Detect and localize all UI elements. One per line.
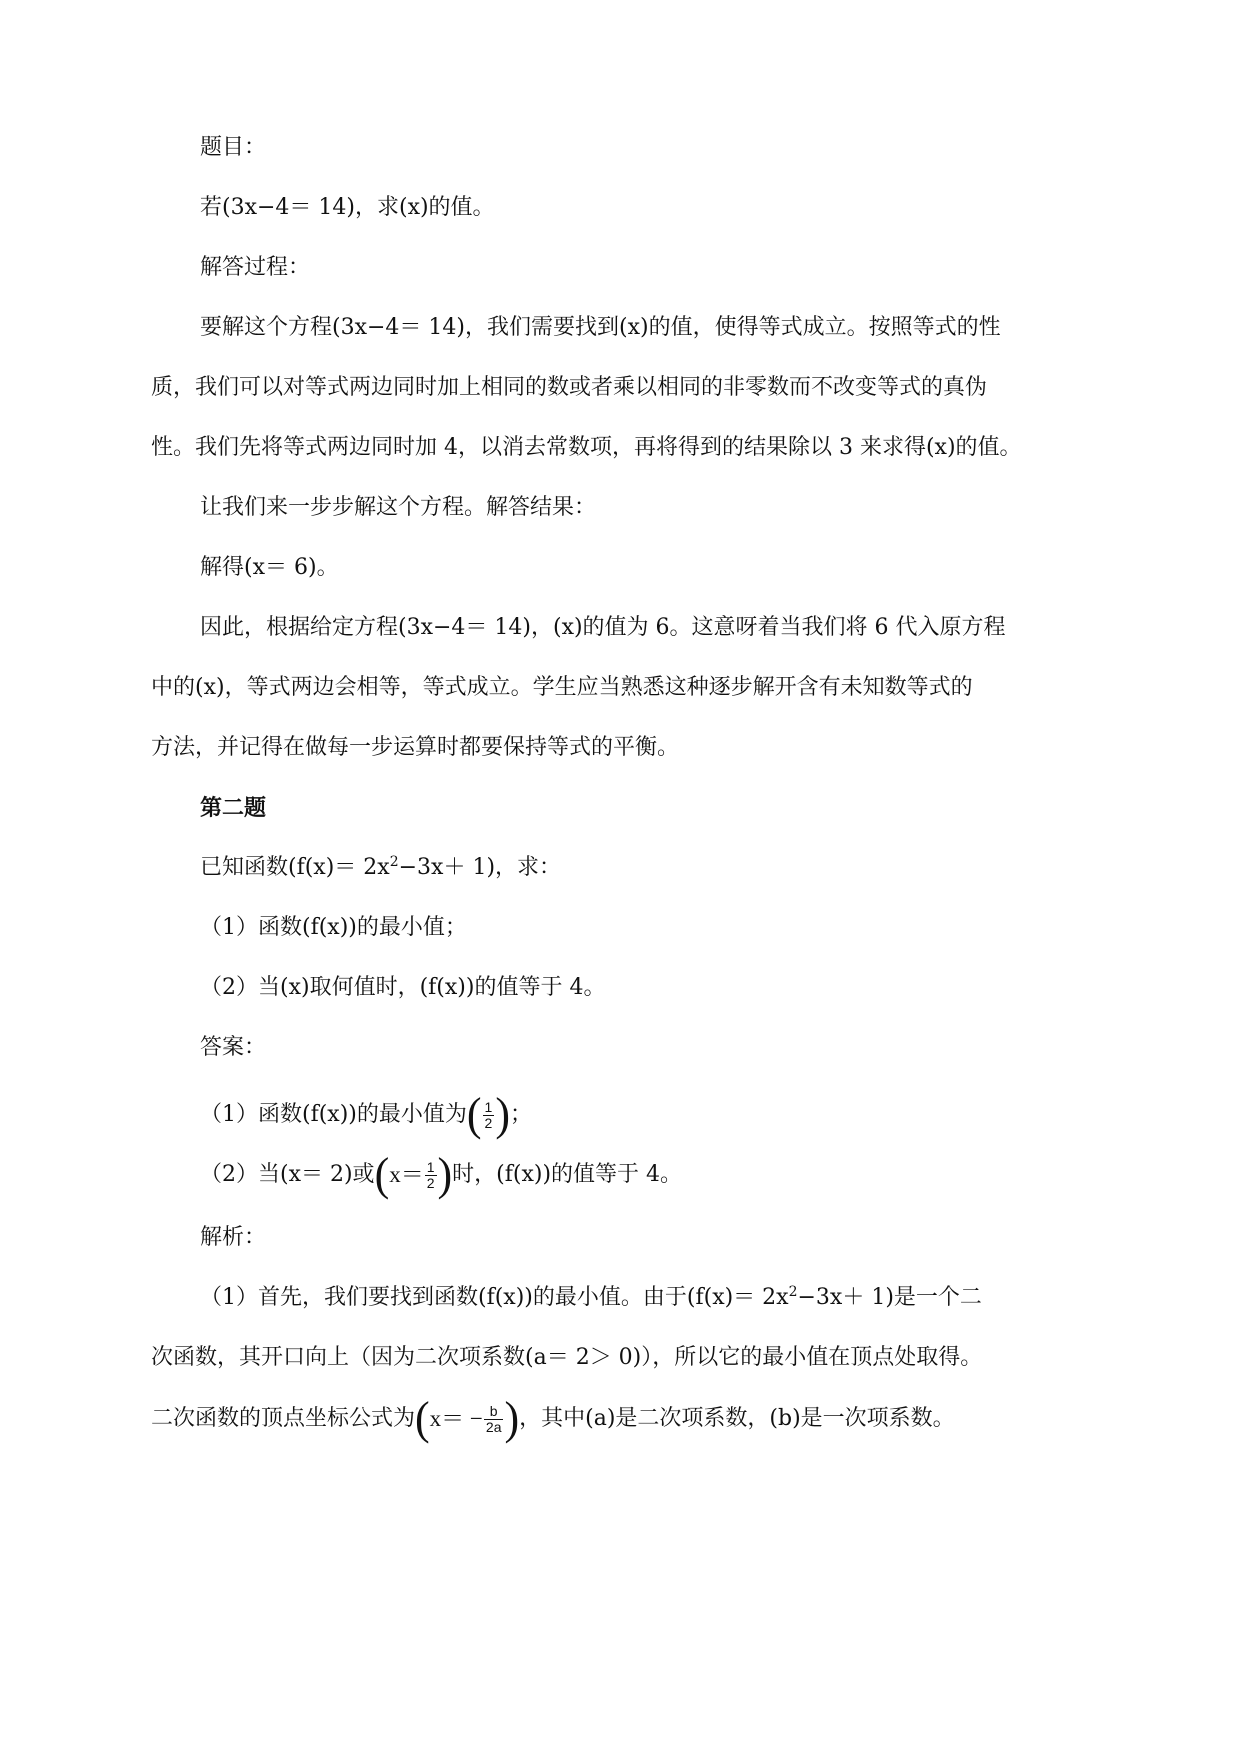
paragraph-line: 让我们来一步步解这个方程。解答结果： [200,495,597,520]
paragraph-line: 方法，并记得在做每一步运算时都要保持等式的平衡。 [151,735,680,760]
paragraph-line [151,1394,1241,1444]
answer-two [200,1150,1241,1200]
text-span: −3x＋ 1)是一个二 [797,1285,982,1310]
heading-analysis: 解析： [200,1225,267,1250]
text-span: （1）函数(f(x))的最小值为 [200,1102,467,1127]
left-paren: ( [415,1392,430,1445]
text-span: ，其中(a)是二次项系数，(b)是一次项系数。 [519,1406,955,1431]
exponent: 2 [788,1284,798,1300]
math-expression: x＝ [389,1162,424,1187]
paragraph-line: 质，我们可以对等式两边同时加上相同的数或者乘以相同的非零数而不改变等式的真伪 [151,375,988,400]
right-paren: ) [437,1148,453,1201]
function-statement [200,848,1241,888]
math-expression: x＝ − [429,1406,483,1431]
left-paren: ( [466,1088,482,1141]
question-two: （2）当(x)取何值时，(f(x))的值等于 4。 [200,975,606,1000]
paragraph-line: 要解这个方程(3x−4＝ 14)，我们需要找到(x)的值，使得等式成立。按照等式的性 [200,315,1001,340]
fraction-b-over-2a [484,1404,504,1435]
denominator: 2a [485,1418,502,1435]
numerator: 1 [426,1158,435,1175]
text-span: 二次函数的顶点坐标公式为 [151,1406,416,1431]
text-span: 时，(f(x))的值等于 4。 [452,1162,683,1187]
exponent: 2 [389,854,399,870]
text-span: −3x＋ 1)，求： [398,855,562,880]
denominator: 2 [426,1174,435,1191]
question-one: （1）函数(f(x))的最小值； [200,915,467,940]
paragraph-line: 次函数，其开口向上（因为二次项系数(a＝ 2＞ 0)），所以它的最小值在顶点处取得。 [151,1345,983,1370]
problem-statement: 若(3x−4＝ 14)，求(x)的值。 [200,195,495,220]
right-paren: ) [504,1392,520,1445]
numerator: b [489,1402,498,1419]
heading-solution-process: 解答过程： [200,255,311,280]
heading-answer: 答案： [200,1035,267,1060]
fraction-one-half [483,1100,495,1131]
heading-problem-two: 第二题 [200,795,267,821]
left-paren: ( [374,1148,390,1201]
numerator: 1 [484,1098,493,1115]
heading-problem: 题目： [200,135,267,160]
text-span: ； [510,1102,533,1127]
fraction-one-half [425,1160,437,1191]
solution-result: 解得(x＝ 6)。 [200,555,339,580]
text-span: （2）当(x＝ 2)或 [200,1162,375,1187]
paragraph-line: 性。我们先将等式两边同时加 4，以消去常数项，再将得到的结果除以 3 来求得(x)的值。 [151,435,1022,460]
text-span: （1）首先，我们要找到函数(f(x))的最小值。由于(f(x)＝ 2x [200,1285,789,1310]
answer-one [200,1090,1241,1140]
text-span: 已知函数(f(x)＝ 2x [200,855,390,880]
right-paren: ) [495,1088,510,1141]
paragraph-line [200,1278,1241,1318]
paragraph-line: 中的(x)，等式两边会相等，等式成立。学生应当熟悉这种逐步解开含有未知数等式的 [151,675,973,700]
paragraph-line: 因此，根据给定方程(3x−4＝ 14)，(x)的值为 6。这意呀着当我们将 6 代入原方程 [200,615,1006,640]
denominator: 2 [484,1114,493,1131]
